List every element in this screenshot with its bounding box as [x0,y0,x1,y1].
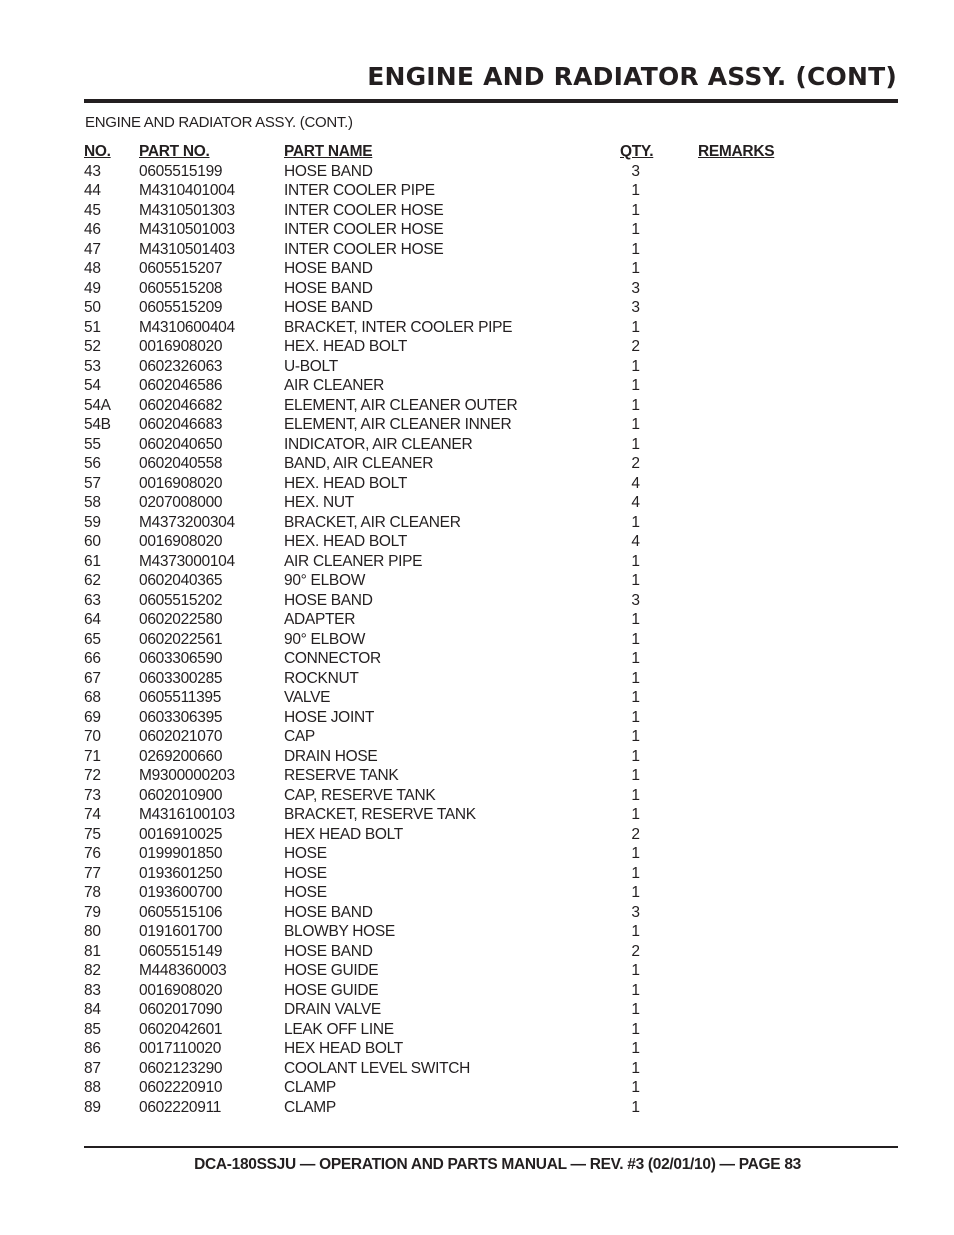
cell-qty: 1 [631,201,640,219]
cell-no: 50 [84,299,101,316]
table-row [0,591,954,611]
cell-part-name: HOSE BAND [284,162,373,180]
table-row [0,240,954,260]
cell-part-name: BRACKET, RESERVE TANK [284,806,476,823]
cell-qty: 1 [631,786,640,804]
cell-no: 76 [84,845,101,862]
table-row [0,1020,954,1040]
cell-part-name: BRACKET, AIR CLEANER [284,513,461,531]
cell-part-no: 0602220910 [139,1079,223,1096]
cell-no: 55 [84,435,101,453]
cell-qty: 1 [631,669,640,687]
cell-part-no: M4310600404 [139,318,235,336]
cell-no: 89 [84,1098,101,1116]
table-row [0,318,954,338]
cell-part-no: 0193600700 [139,884,223,901]
cell-part-no: 0016910025 [139,825,223,843]
cell-no: 81 [84,942,101,960]
cell-part-name: HOSE GUIDE [284,962,379,979]
cell-part-no: M4310501403 [139,240,235,258]
cell-qty: 1 [631,1001,640,1018]
cell-qty: 1 [631,357,640,375]
cell-part-no: 0602010900 [139,786,223,804]
cell-no: 65 [84,630,101,648]
cell-no: 75 [84,825,101,843]
cell-part-no: M448360003 [139,962,227,979]
table-row [0,298,954,318]
cell-qty: 1 [631,650,640,667]
cell-no: 83 [84,981,101,999]
cell-no: 74 [84,806,101,823]
cell-part-name: HOSE [284,864,327,882]
cell-qty: 1 [631,767,640,784]
cell-qty: 1 [631,1040,640,1057]
table-row [0,883,954,903]
cell-qty: 3 [631,162,640,180]
cell-part-no: 0602042601 [139,1020,223,1038]
table-row [0,844,954,864]
table-row [0,552,954,572]
cell-part-no: 0602021070 [139,728,223,745]
cell-part-no: 0602040365 [139,572,223,589]
cell-qty: 3 [631,591,640,609]
cell-part-name: HOSE BAND [284,942,373,960]
cell-part-no: 0605515208 [139,279,223,297]
cell-part-name: DRAIN HOSE [284,747,378,765]
cell-no: 66 [84,650,101,667]
cell-part-no: 0191601700 [139,923,223,940]
cell-no: 71 [84,747,101,765]
cell-part-no: M4373200304 [139,513,235,531]
cell-qty: 1 [631,318,640,336]
cell-part-name: DRAIN VALVE [284,1001,381,1018]
table-row [0,259,954,279]
cell-part-no: M4310501003 [139,221,235,238]
table-row [0,922,954,942]
cell-no: 58 [84,494,101,511]
cell-part-name: LEAK OFF LINE [284,1020,394,1038]
cell-part-name: HOSE BAND [284,279,373,297]
table-row [0,942,954,962]
cell-qty: 1 [631,981,640,999]
cell-no: 77 [84,864,101,882]
cell-part-name: U-BOLT [284,357,338,375]
table-row [0,1078,954,1098]
cell-qty: 1 [631,962,640,979]
cell-qty: 1 [631,572,640,589]
cell-no: 52 [84,338,101,355]
cell-qty: 1 [631,221,640,238]
cell-part-name: CLAMP [284,1098,336,1116]
cell-qty: 1 [631,923,640,940]
cell-qty: 1 [631,1098,640,1116]
cell-part-name: INTER COOLER PIPE [284,182,435,199]
cell-qty: 3 [631,903,640,921]
table-row [0,337,954,357]
cell-qty: 1 [631,1020,640,1038]
cell-qty: 1 [631,513,640,531]
cell-part-name: INTER COOLER HOSE [284,240,444,258]
cell-part-name: HEX HEAD BOLT [284,1040,403,1057]
table-row [0,220,954,240]
cell-no: 60 [84,533,101,550]
table-row [0,1098,954,1118]
cell-qty: 2 [631,338,640,355]
cell-qty: 1 [631,884,640,901]
column-header-remarks: REMARKS [698,143,775,160]
table-row [0,747,954,767]
cell-no: 62 [84,572,101,589]
cell-part-no: 0605515149 [139,942,223,960]
cell-no: 63 [84,591,101,609]
column-header-part-no: PART NO. [139,143,210,160]
cell-no: 80 [84,923,101,940]
table-row [0,162,954,182]
cell-no: 82 [84,962,101,979]
table-row [0,864,954,884]
cell-no: 56 [84,455,101,472]
footer-text: DCA-180SSJU — OPERATION AND PARTS MANUAL — REV. #3 (02/01/10) — PAGE 83 [194,1156,801,1173]
cell-part-no: 0605515106 [139,903,223,921]
cell-part-name: 90° ELBOW [284,572,366,589]
cell-part-no: 0017110020 [139,1040,222,1057]
cell-no: 64 [84,611,101,628]
cell-part-name: ADAPTER [284,611,356,628]
cell-no: 86 [84,1040,101,1057]
cell-qty: 1 [631,377,640,394]
cell-qty: 1 [631,435,640,453]
cell-part-no: 0602123290 [139,1059,223,1077]
cell-no: 54B [84,416,111,433]
cell-part-name: BRACKET, INTER COOLER PIPE [284,318,513,336]
cell-part-name: HOSE [284,845,327,862]
table-row [0,181,954,201]
cell-qty: 1 [631,630,640,648]
cell-part-no: M4316100103 [139,806,235,823]
table-row [0,493,954,513]
cell-part-name: HEX. HEAD BOLT [284,533,407,550]
cell-part-name: HOSE [284,884,327,901]
cell-part-name: INTER COOLER HOSE [284,201,444,219]
table-row [0,415,954,435]
cell-qty: 1 [631,845,640,862]
cell-part-name: HEX. NUT [284,494,354,511]
table-row [0,766,954,786]
cell-part-no: 0605515209 [139,299,223,316]
cell-part-no: 0016908020 [139,474,223,492]
section-caption: ENGINE AND RADIATOR ASSY. (CONT.) [85,114,353,131]
column-header-qty: QTY. [620,143,654,160]
cell-no: 44 [84,182,101,199]
cell-part-name: ELEMENT, AIR CLEANER OUTER [284,396,518,414]
cell-no: 69 [84,708,101,726]
cell-qty: 1 [631,182,640,199]
cell-part-no: 0602017090 [139,1001,223,1018]
table-row [0,903,954,923]
cell-part-name: AIR CLEANER PIPE [284,552,423,570]
table-row [0,279,954,299]
cell-part-name: INDICATOR, AIR CLEANER [284,435,473,453]
table-row [0,825,954,845]
cell-no: 84 [84,1001,101,1018]
cell-part-no: 0602040558 [139,455,223,472]
cell-qty: 1 [631,260,640,277]
cell-qty: 1 [631,1059,640,1077]
cell-part-no: 0603306395 [139,708,223,726]
cell-part-name: CAP, RESERVE TANK [284,786,436,804]
cell-no: 48 [84,260,101,277]
cell-part-name: HOSE GUIDE [284,981,379,999]
cell-part-no: 0602022580 [139,611,223,628]
cell-part-no: 0016908020 [139,533,223,550]
cell-part-name: COOLANT LEVEL SWITCH [284,1059,471,1077]
cell-qty: 1 [631,747,640,765]
table-row [0,610,954,630]
cell-qty: 2 [631,825,640,843]
table-row [0,1039,954,1059]
cell-qty: 4 [631,533,640,550]
table-body [0,162,954,1118]
cell-no: 57 [84,474,101,492]
cell-no: 49 [84,279,101,297]
table-row [0,376,954,396]
cell-qty: 2 [631,942,640,960]
table-row [0,649,954,669]
cell-part-no: M9300000203 [139,767,235,784]
table-row [0,708,954,728]
cell-part-no: 0269200660 [139,747,223,765]
table-header-row [0,142,954,162]
cell-no: 46 [84,221,101,238]
cell-part-no: 0016908020 [139,338,223,355]
cell-part-name: ELEMENT, AIR CLEANER INNER [284,416,512,433]
cell-qty: 1 [631,806,640,823]
cell-qty: 4 [631,474,640,492]
cell-no: 88 [84,1079,101,1096]
cell-part-name: HOSE BAND [284,903,373,921]
cell-part-name: HEX HEAD BOLT [284,825,403,843]
cell-part-no: 0602046586 [139,377,223,394]
cell-qty: 1 [631,396,640,414]
table-row [0,532,954,552]
cell-no: 61 [84,552,101,570]
cell-no: 45 [84,201,101,219]
cell-qty: 1 [631,864,640,882]
table-row [0,454,954,474]
cell-part-name: CLAMP [284,1079,336,1096]
cell-qty: 3 [631,299,640,316]
cell-part-no: 0605515199 [139,162,223,180]
cell-part-name: RESERVE TANK [284,767,399,784]
cell-qty: 1 [631,416,640,433]
cell-part-no: 0016908020 [139,981,223,999]
cell-part-no: 0602326063 [139,357,223,375]
cell-no: 87 [84,1059,101,1077]
column-header-part-name: PART NAME [284,143,373,160]
cell-part-no: 0605511395 [139,689,222,706]
table-row [0,669,954,689]
table-row [0,474,954,494]
parts-table [0,142,954,1117]
cell-part-no: 0602220911 [139,1098,222,1116]
cell-qty: 3 [631,279,640,297]
table-row [0,1059,954,1079]
table-row [0,961,954,981]
cell-part-name: 90° ELBOW [284,630,366,648]
cell-part-name: VALVE [284,689,331,706]
cell-no: 51 [84,318,101,336]
table-row [0,630,954,650]
cell-part-no: 0603306590 [139,650,223,667]
cell-qty: 1 [631,689,640,706]
cell-part-no: 0602046683 [139,416,223,433]
cell-no: 78 [84,884,101,901]
cell-qty: 1 [631,708,640,726]
cell-part-name: BLOWBY HOSE [284,923,395,940]
cell-part-name: CAP [284,728,315,745]
cell-part-name: BAND, AIR CLEANER [284,455,434,472]
table-row [0,435,954,455]
cell-no: 73 [84,786,101,804]
title-rule [84,99,898,103]
cell-part-no: 0199901850 [139,845,223,862]
table-row [0,688,954,708]
cell-no: 70 [84,728,101,745]
cell-qty: 1 [631,240,640,258]
cell-part-no: 0605515202 [139,591,223,609]
cell-part-no: 0602046682 [139,396,223,414]
cell-part-no: M4373000104 [139,552,235,570]
cell-part-name: INTER COOLER HOSE [284,221,444,238]
cell-part-name: HOSE JOINT [284,708,375,726]
cell-qty: 2 [631,455,640,472]
cell-no: 59 [84,513,101,531]
cell-no: 68 [84,689,101,706]
cell-part-name: CONNECTOR [284,650,381,667]
cell-part-no: 0603300285 [139,669,223,687]
table-row [0,571,954,591]
cell-no: 85 [84,1020,101,1038]
cell-no: 54 [84,377,101,394]
cell-part-name: HEX. HEAD BOLT [284,338,407,355]
cell-qty: 1 [631,611,640,628]
table-row [0,981,954,1001]
table-row [0,727,954,747]
cell-no: 72 [84,767,101,784]
footer-rule [84,1146,898,1148]
cell-part-no: 0207008000 [139,494,223,511]
cell-no: 79 [84,903,101,921]
cell-qty: 4 [631,494,640,511]
cell-part-name: HOSE BAND [284,299,373,316]
table-row [0,357,954,377]
cell-part-no: M4310401004 [139,182,235,199]
cell-part-name: HEX. HEAD BOLT [284,474,407,492]
page-title: ENGINE AND RADIATOR ASSY. (CONT) [367,62,897,91]
table-row [0,1000,954,1020]
cell-qty: 1 [631,1079,640,1096]
cell-no: 47 [84,240,101,258]
table-row [0,805,954,825]
table-row [0,513,954,533]
cell-no: 54A [84,396,111,414]
cell-part-name: HOSE BAND [284,591,373,609]
table-row [0,201,954,221]
cell-part-no: 0602040650 [139,435,223,453]
cell-qty: 1 [631,728,640,745]
column-header-no: NO. [84,143,111,160]
cell-part-name: AIR CLEANER [284,377,385,394]
table-row [0,396,954,416]
cell-part-no: 0602022561 [139,630,223,648]
cell-part-no: 0605515207 [139,260,223,277]
cell-no: 53 [84,357,101,375]
cell-no: 67 [84,669,101,687]
cell-part-no: M4310501303 [139,201,235,219]
table-row [0,786,954,806]
cell-qty: 1 [631,552,640,570]
cell-part-name: ROCKNUT [284,669,359,687]
cell-part-no: 0193601250 [139,864,223,882]
cell-no: 43 [84,162,101,180]
cell-part-name: HOSE BAND [284,260,373,277]
